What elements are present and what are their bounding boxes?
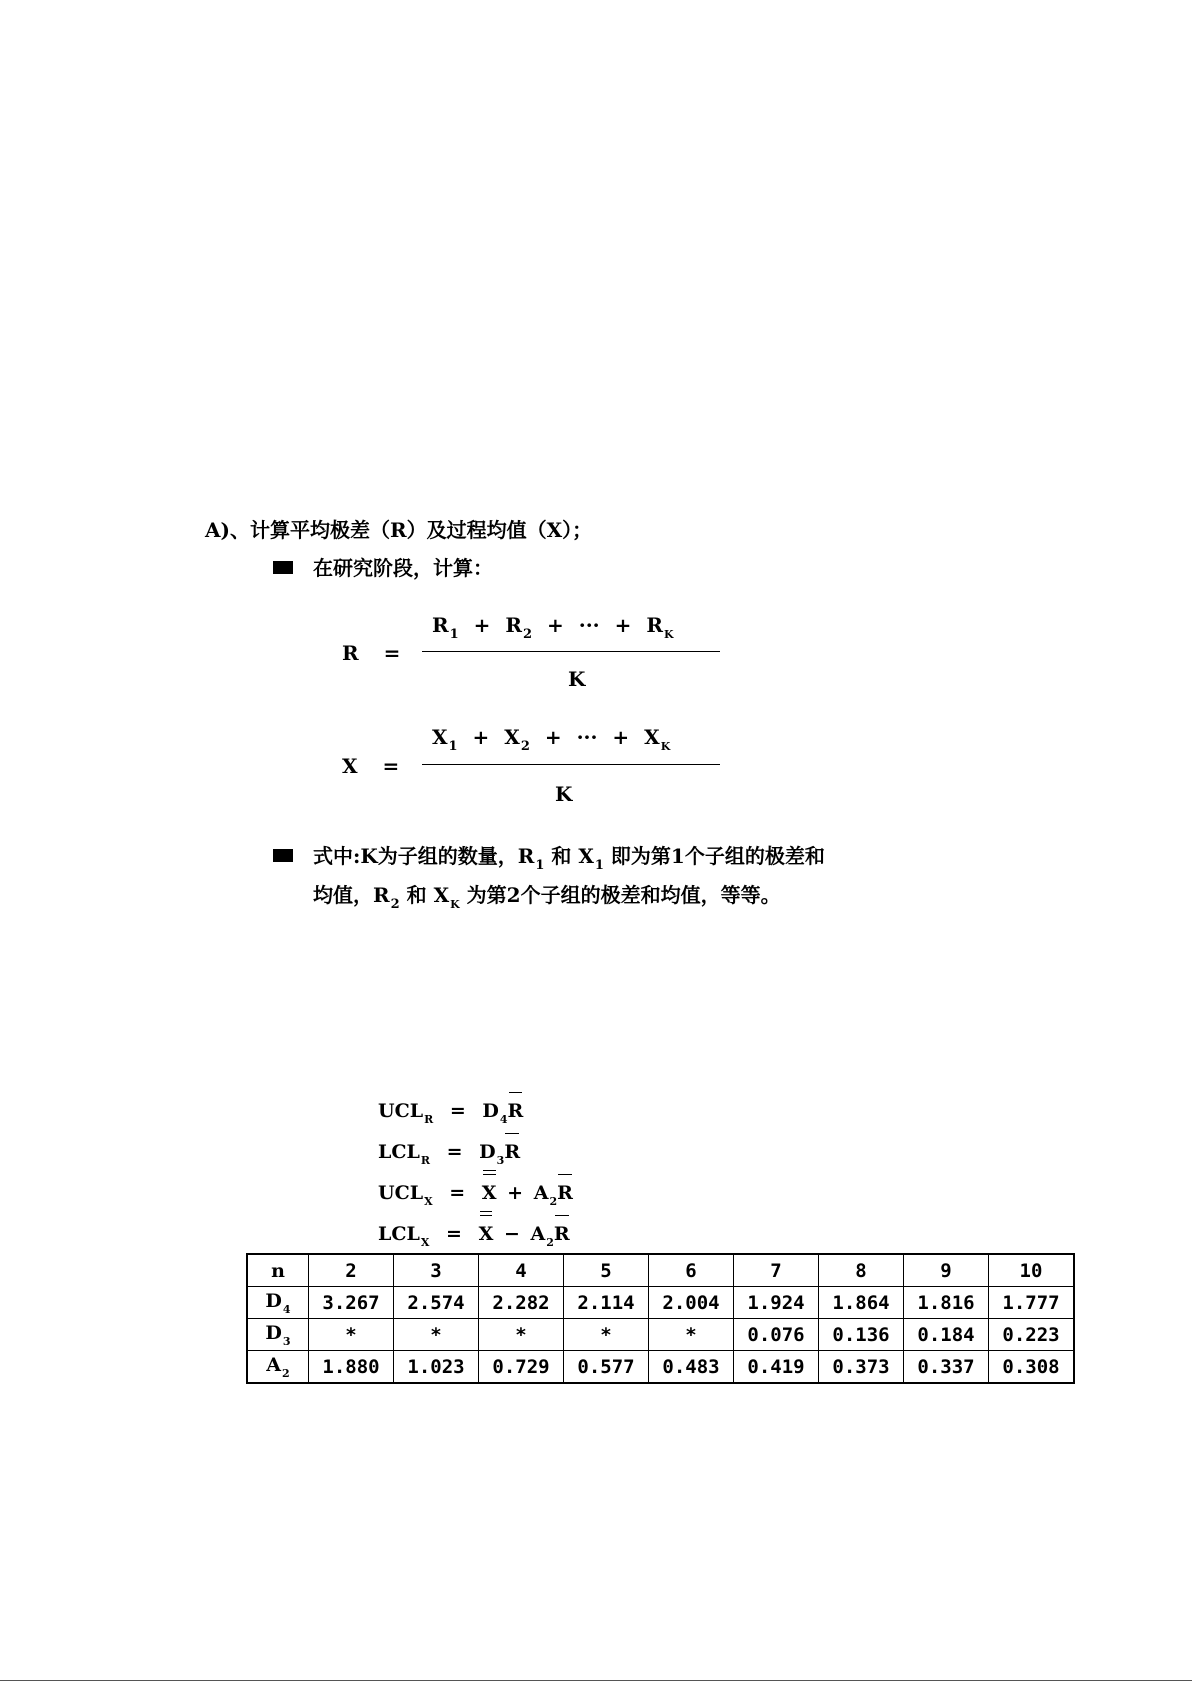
page-bottom-rule xyxy=(0,1680,1192,1681)
table-cell: 0.136 xyxy=(819,1319,904,1351)
formula-r-plus3: + xyxy=(614,613,632,637)
table-header-cell: 5 xyxy=(564,1254,649,1287)
table-cell: 1.023 xyxy=(394,1351,479,1384)
table-header-row xyxy=(247,1254,1074,1287)
bullet-note-line1 xyxy=(273,844,825,878)
note-sub-1: 1 xyxy=(535,858,545,873)
bullet-note-line2 xyxy=(313,883,781,917)
formula-x-numerator xyxy=(432,725,670,759)
lcl-x-xdoublebar: X xyxy=(479,1218,494,1250)
ucl-r-label: UCL xyxy=(378,1100,424,1122)
formula-r-plus2: + xyxy=(547,613,564,637)
ucl-r-label-sub: R xyxy=(424,1113,434,1126)
formula-x-termk-sub: K xyxy=(660,740,671,753)
formula-x-term1: X xyxy=(432,725,448,749)
table-cell: 2.114 xyxy=(564,1287,649,1319)
formula-r-term2-sub: 2 xyxy=(523,627,533,642)
lcl-r-coef: D xyxy=(479,1141,496,1163)
ucl-x-coef: A xyxy=(533,1182,549,1204)
lcl-x-minus: − xyxy=(503,1223,520,1245)
formula-x-plus3: + xyxy=(612,725,630,749)
formula-x-term2-sub: 2 xyxy=(520,739,530,754)
formula-x-termk: X xyxy=(644,725,660,749)
table-cell: 1.880 xyxy=(309,1351,394,1384)
table-cell: 0.308 xyxy=(989,1351,1075,1384)
ucl-x-equals: = xyxy=(449,1182,466,1204)
table-cell: 2.574 xyxy=(394,1287,479,1319)
table-header-cell: 8 xyxy=(819,1254,904,1287)
lcl-x-coef: A xyxy=(530,1223,546,1245)
formula-r-term2: R xyxy=(505,613,522,637)
table-cell: 3.267 xyxy=(309,1287,394,1319)
formula-r-termk: R xyxy=(646,613,663,637)
lcl-r-coef-sub: 3 xyxy=(496,1154,505,1167)
control-limit-formulas xyxy=(378,1095,573,1259)
note-sub-5: K xyxy=(450,898,460,911)
lcl-r-label-sub: R xyxy=(420,1154,430,1167)
section-heading: A)、计算平均极差（R）及过程均值（X）； xyxy=(205,518,593,542)
table-cell: 1.816 xyxy=(904,1287,989,1319)
bullet-study-phase-text: 在研究阶段，计算： xyxy=(313,556,493,580)
formula-r-ellipsis: ··· xyxy=(578,613,600,637)
formula-r-fraction-bar xyxy=(422,651,720,652)
ucl-r-rbar: R xyxy=(508,1095,524,1127)
lcl-x-equals: = xyxy=(446,1223,462,1245)
table-cell: 0.076 xyxy=(734,1319,819,1351)
lcl-r-equals: = xyxy=(446,1141,463,1163)
lcl-x-rbar: R xyxy=(554,1218,570,1250)
lcl-r-formula xyxy=(378,1136,573,1177)
table-cell: 0.373 xyxy=(819,1351,904,1384)
table-cell: 0.337 xyxy=(904,1351,989,1384)
note-sub-2: 1 xyxy=(594,858,604,873)
table-header-cell: 9 xyxy=(904,1254,989,1287)
lcl-r-label: LCL xyxy=(378,1141,420,1163)
table-row xyxy=(247,1287,1074,1319)
note-text-4: 均值，R xyxy=(313,883,390,907)
table-cell: 0.184 xyxy=(904,1319,989,1351)
table-header-cell: 3 xyxy=(394,1254,479,1287)
table-header-cell: 2 xyxy=(309,1254,394,1287)
ucl-x-label-sub: X xyxy=(424,1195,433,1208)
formula-r-denominator: K xyxy=(568,667,586,691)
row-label-a2: $A_2$ xyxy=(247,1351,309,1384)
formula-r-lhs: R xyxy=(342,641,359,665)
bullet-study-phase xyxy=(273,556,493,580)
table-cell: * xyxy=(394,1319,479,1351)
table-cell: 0.419 xyxy=(734,1351,819,1384)
note-sub-4: 2 xyxy=(390,897,400,912)
table-cell: 0.577 xyxy=(564,1351,649,1384)
formula-x-term2: X xyxy=(504,725,520,749)
formula-x-plus2: + xyxy=(544,725,562,749)
table-cell: * xyxy=(649,1319,734,1351)
note-text-5: 和 X xyxy=(399,883,450,907)
table-cell: 2.004 xyxy=(649,1287,734,1319)
table-header-cell: n xyxy=(247,1254,309,1287)
table-cell: 0.483 xyxy=(649,1351,734,1384)
note-text-3: 即为第1个子组的极差和 xyxy=(603,844,825,868)
ucl-x-label: UCL xyxy=(378,1182,424,1204)
control-chart-coefficient-table xyxy=(246,1253,1075,1384)
formula-x-plus1: + xyxy=(472,725,490,749)
lcl-x-label: LCL xyxy=(378,1223,420,1245)
lcl-x-label-sub: X xyxy=(420,1236,430,1249)
table-header-cell: 7 xyxy=(734,1254,819,1287)
ucl-r-coef: D xyxy=(482,1100,499,1122)
table-cell: 0.223 xyxy=(989,1319,1075,1351)
note-text-1: 式中:K为子组的数量，R xyxy=(313,844,535,868)
table-header-cell: 6 xyxy=(649,1254,734,1287)
note-text-6: 为第2个子组的极差和均值，等等。 xyxy=(459,883,781,907)
table-header-cell: 10 xyxy=(989,1254,1075,1287)
lcl-r-rbar: R xyxy=(504,1136,520,1168)
ucl-x-xdoublebar: X xyxy=(482,1177,497,1209)
table-cell: * xyxy=(309,1319,394,1351)
row-label-d3: $D_3$ xyxy=(247,1319,309,1351)
table-header-cell: 4 xyxy=(479,1254,564,1287)
formula-r-numerator xyxy=(432,613,674,647)
table-cell: 0.729 xyxy=(479,1351,564,1384)
note-text-2: 和 X xyxy=(544,844,594,868)
row-label-d4: $D_4$ xyxy=(247,1287,309,1319)
formula-r-plus1: + xyxy=(473,613,491,637)
square-bullet-icon xyxy=(273,849,293,862)
table-cell: * xyxy=(564,1319,649,1351)
table-cell: 2.282 xyxy=(479,1287,564,1319)
formula-x-lhs: X xyxy=(342,754,358,778)
table-row xyxy=(247,1351,1074,1384)
ucl-r-formula xyxy=(378,1095,573,1136)
ucl-x-formula xyxy=(378,1177,573,1218)
square-bullet-icon xyxy=(273,561,293,574)
formula-r-term1-sub: 1 xyxy=(449,627,459,642)
ucl-x-coef-sub: 2 xyxy=(549,1195,558,1208)
table-cell: 1.924 xyxy=(734,1287,819,1319)
formula-x-denominator: K xyxy=(555,782,573,806)
formula-x-fraction-bar xyxy=(422,764,720,765)
ucl-r-equals: = xyxy=(449,1100,466,1122)
table-row xyxy=(247,1319,1074,1351)
formula-x-equals: = xyxy=(382,754,400,778)
formula-r-termk-sub: K xyxy=(663,628,674,641)
table-cell: 1.864 xyxy=(819,1287,904,1319)
table-cell: 1.777 xyxy=(989,1287,1075,1319)
ucl-r-coef-sub: 4 xyxy=(499,1113,508,1126)
ucl-x-rbar: R xyxy=(557,1177,573,1209)
table-cell: * xyxy=(479,1319,564,1351)
ucl-x-plus: + xyxy=(507,1182,524,1204)
formula-x-ellipsis: ··· xyxy=(576,725,598,749)
lcl-x-coef-sub: 2 xyxy=(546,1236,554,1249)
formula-x-term1-sub: 1 xyxy=(448,739,458,754)
formula-r-equals: = xyxy=(383,641,401,665)
formula-r-term1: R xyxy=(432,613,449,637)
